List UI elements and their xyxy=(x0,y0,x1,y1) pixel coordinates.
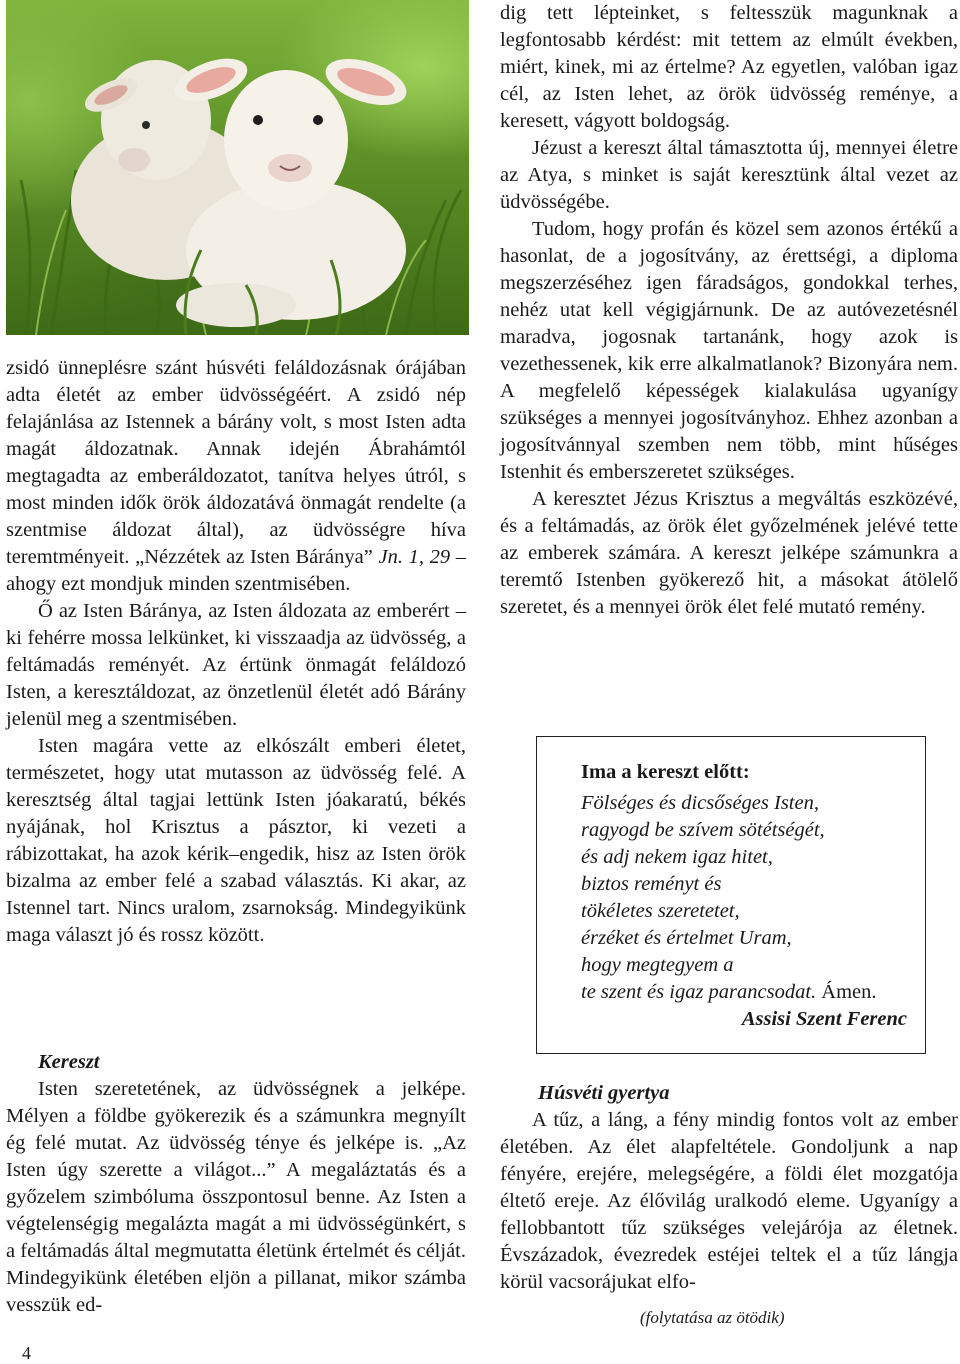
section-heading-kereszt: Kereszt xyxy=(38,1051,100,1073)
page-number: 4 xyxy=(22,1343,31,1363)
prayer-line: és adj nekem igaz hitet, xyxy=(581,846,773,868)
prayer-box xyxy=(536,736,926,1054)
paragraph: zsidó ünneplésre szánt húsvéti feláldozásnak órájában adta életét az ember üdvösségéért. A zsidó nép felajánlása az Istennek a bárány volt, s most Isten adta magát áldozatnak. Annak idején Ábrahámtól megtagadta az emberáldozatot, tanítva helyes útról, s most minden idők örök áldozatává önmagát rendelte (a szentmise áldozat által), az üdvösségre híva teremtményeit. „Nézzétek az Isten Báránya” Jn. 1, 29 – ahogy ezt mondjuk minden szentmisében. xyxy=(6,357,467,595)
prayer-line: ragyogd be szívem sötétségét, xyxy=(581,819,825,841)
bible-reference: Jn. 1, 29 xyxy=(378,546,451,568)
prayer-line: biztos reményt és xyxy=(581,873,722,895)
prayer-line: Fölséges és dicsőséges Isten, xyxy=(581,792,819,814)
continuation-note: (folytatása az ötödik) xyxy=(640,1308,785,1327)
prayer-line: hogy megtegyem a xyxy=(581,954,734,976)
left-column-top xyxy=(6,355,466,949)
prayer-amen: Ámen. xyxy=(821,981,877,1003)
lambs-illustration xyxy=(6,0,469,335)
prayer-line: érzéket és értelmet Uram, xyxy=(581,927,792,949)
paragraph: A keresztet Jézus Krisztus a megváltás eszközévé, és a feltámadás, az örök élet győzelmének jelévé tette az emberek számára. A kereszt jelképe számunkra a teremtő Istenben gyökerező hit, a másokat átölelő szeretet, és a mennyei örök élet felé mutató remény. xyxy=(500,488,958,618)
paragraph: Tudom, hogy profán és közel sem azonos értékű a hasonlat, de a jogosítvány, az érettségi, a diploma megszerzéséhez igen fáradságos, gondokkal terhes, nehéz utat kell végigjárnunk. De az autóvezetésnél maradva, jogosnak tartanánk, hogy azok is vezethessenek, kik erre alkalmatlanok? Bizonyára nem. A megfelelő képességek kialakulása ugyanígy szükséges a mennyei jogosítványhoz. Ehhez azonban a jogosítvánnyal szemben nem több, mint hűséges Istenhit és emberszeretet szükséges. xyxy=(500,218,958,483)
prayer-author: Assisi Szent Ferenc xyxy=(741,1008,907,1030)
prayer-title: Ima a kereszt előtt: xyxy=(581,761,750,783)
lambs-photo xyxy=(6,0,469,335)
section-kereszt xyxy=(6,1049,466,1319)
right-column-top xyxy=(500,0,958,621)
section-heading-husveti-gyertya: Húsvéti gyertya xyxy=(538,1082,670,1104)
paragraph: Isten szeretetének, az üdvösségnek a jelképe. Mélyen a földbe gyökerezik és a számunkra megnyílt ég felé mutat. Az üdvösség ténye és jelképe is. „Az Isten úgy szerette a világot...” A megaláztatás és a győzelem szimbóluma összpontosul benne. Az Isten a végtelenségig megalázta magát a mi üdvösségünkért, s a feltámadás által megmutatta életünk értelmét és célját. Mindegyikünk életében eljön a pillanat, mikor számba vesszük ed- xyxy=(6,1078,466,1316)
section-husveti-gyertya xyxy=(500,1080,958,1296)
paragraph: Isten magára vette az elkószált emberi életet, természetet, hogy utat mutasson az üdvösség felé. A keresztség által tagjai lettünk Isten jóakaratú, békés nyájának, hol Krisztus a pásztor, ki vezeti a rábizottakat, ha azok kérik–engedik, hisz az Isten örök bizalma az ember felé a szabad választás. Ki akar, az Istennel tart. Nincs uralom, zsarnokság. Mindegyikünk maga választ jó és rossz között. xyxy=(6,735,466,946)
paragraph: A tűz, a láng, a fény mindig fontos volt az ember életében. Az élet alapfeltétele. Gondoljunk a nap fényére, erejére, melegségére, a földi élet mozgatója éltető ereje. Az élővilág uralkodó eleme. Ugyanígy a fellobbantott tűz szükséges velejárója az életnek. Évszázadok, évezredek estéjei teltek el a tűz lángja körül vacsorájukat elfo- xyxy=(500,1109,958,1293)
paragraph: dig tett lépteinket, s feltesszük magunknak a legfontosabb kérdést: mit tettem az elmúlt években, miért, kinek, mi az értelme? Az egyetlen, valóban igaz cél, az Isten lehet, az örök üdvösség reménye, a keresett, vágyott boldogság. xyxy=(500,2,958,132)
paragraph: Jézust a kereszt által támasztotta új, mennyei életre az Atya, s minket is saját keresztünk által vezet az üdvösségébe. xyxy=(500,137,958,213)
prayer-line: tökéletes szeretetet, xyxy=(581,900,740,922)
prayer-line: te szent és igaz parancsodat. Ámen. xyxy=(581,981,877,1003)
paragraph: Ő az Isten Báránya, az Isten áldozata az emberért – ki fehérre mossa lelkünket, ki visszaadja az üdvösség, a feltámadás reményét. Az értünk önmagát feláldozó Isten, a keresztáldozat, az önzetlenül életét adó Bárány jelenül meg a szentmisében. xyxy=(6,600,466,730)
